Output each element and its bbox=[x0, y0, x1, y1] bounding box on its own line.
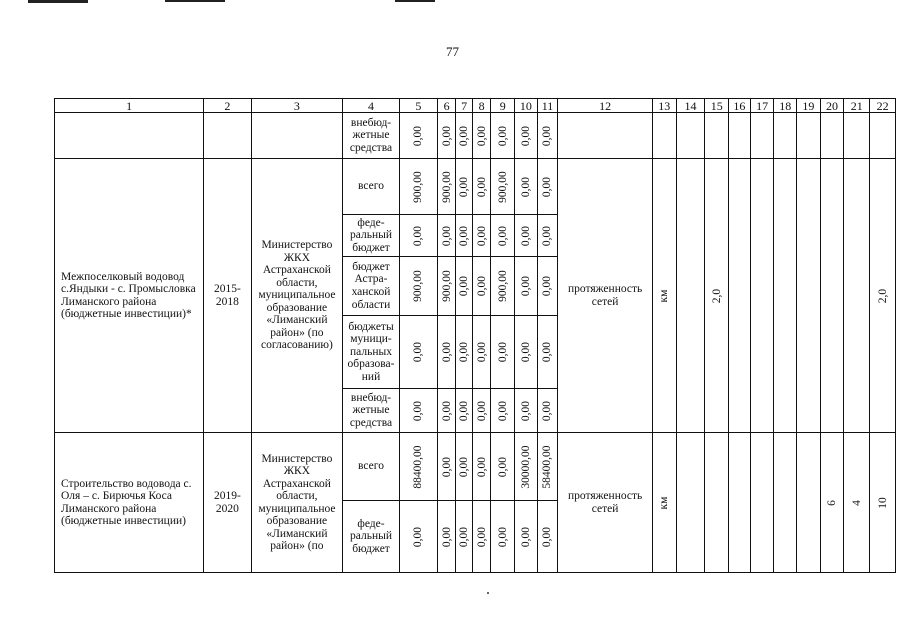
header-cell: 3 bbox=[251, 99, 343, 113]
value-cell bbox=[820, 159, 844, 433]
header-cell: 8 bbox=[472, 99, 491, 113]
value-cell: 0,00 bbox=[399, 389, 437, 433]
value-cell bbox=[676, 113, 705, 159]
value-cell: 0,00 bbox=[399, 501, 437, 573]
value-cell: 0,00 bbox=[472, 159, 491, 215]
header-cell: 6 bbox=[437, 99, 456, 113]
value-cell bbox=[705, 433, 729, 573]
years: 2015-2018 bbox=[204, 159, 251, 433]
value-cell: 6 bbox=[820, 433, 844, 573]
value-cell: 900,00 bbox=[437, 257, 456, 316]
value-cell: 0,00 bbox=[515, 257, 538, 316]
value-cell: 0,00 bbox=[437, 316, 456, 389]
value-cell: 0,00 bbox=[491, 389, 515, 433]
funding-source: внебюд-жетные средства bbox=[343, 113, 400, 159]
value-cell: 0,00 bbox=[472, 113, 491, 159]
top-border-fragment bbox=[165, 0, 225, 2]
header-cell: 4 bbox=[343, 99, 400, 113]
table-row bbox=[55, 433, 896, 501]
header-cell: 11 bbox=[537, 99, 558, 113]
value-cell: 0,00 bbox=[456, 316, 472, 389]
value-cell: 0,00 bbox=[437, 113, 456, 159]
value-cell bbox=[729, 433, 751, 573]
header-cell: 22 bbox=[870, 99, 896, 113]
value-cell: 0,00 bbox=[537, 215, 558, 257]
funding-source: феде-ральный бюджет bbox=[343, 215, 400, 257]
ministry-cell bbox=[251, 113, 343, 159]
object-name: Строительство водовода с. Оля – с. Бирючья Коса Лиманского района (бюджетные инвестиции) bbox=[55, 433, 204, 573]
funding-source: бюджеты муници-пальных образова-ний bbox=[343, 316, 400, 389]
value-cell bbox=[844, 159, 870, 433]
value-cell bbox=[844, 113, 870, 159]
value-cell: 0,00 bbox=[456, 257, 472, 316]
value-cell: 0,00 bbox=[472, 501, 491, 573]
value-cell bbox=[750, 159, 774, 433]
value-cell bbox=[820, 113, 844, 159]
value-cell: 900,00 bbox=[399, 257, 437, 316]
value-cell: 0,00 bbox=[515, 215, 538, 257]
table-row bbox=[55, 113, 896, 159]
value-cell: 0,00 bbox=[399, 215, 437, 257]
value-cell: 0,00 bbox=[472, 389, 491, 433]
value-cell: 0,00 bbox=[537, 257, 558, 316]
value-cell: 2,0 bbox=[870, 159, 896, 433]
value-cell: 0,00 bbox=[437, 501, 456, 573]
value-cell bbox=[676, 433, 705, 573]
unit-cell bbox=[652, 159, 676, 433]
header-cell: 5 bbox=[399, 99, 437, 113]
value-cell: 0,00 bbox=[472, 257, 491, 316]
value-cell: 0,00 bbox=[491, 433, 515, 501]
header-cell: 10 bbox=[515, 99, 538, 113]
value-cell: 0,00 bbox=[472, 215, 491, 257]
value-cell bbox=[774, 159, 797, 433]
top-border-fragment bbox=[28, 0, 88, 3]
value-cell bbox=[797, 433, 821, 573]
indicator: протяженность сетей bbox=[558, 433, 653, 573]
indicator: протяженность сетей bbox=[558, 159, 653, 433]
value-cell bbox=[870, 113, 896, 159]
value-cell bbox=[729, 159, 751, 433]
value-cell: 900,00 bbox=[399, 159, 437, 215]
value-cell: 0,00 bbox=[537, 113, 558, 159]
value-cell: 0,00 bbox=[456, 433, 472, 501]
value-cell: 0,00 bbox=[456, 113, 472, 159]
value-cell: 0,00 bbox=[437, 215, 456, 257]
funding-source: всего bbox=[343, 433, 400, 501]
value-cell: 2,0 bbox=[705, 159, 729, 433]
value-cell: 0,00 bbox=[456, 389, 472, 433]
value-cell: 0,00 bbox=[491, 501, 515, 573]
value-cell bbox=[774, 113, 797, 159]
years-cell bbox=[204, 113, 251, 159]
value-cell: 900,00 bbox=[491, 159, 515, 215]
unit: км bbox=[658, 496, 671, 509]
page-number: 77 bbox=[446, 44, 459, 59]
value-cell: 900,00 bbox=[437, 159, 456, 215]
unit: км bbox=[658, 289, 671, 302]
value-cell: 0,00 bbox=[491, 215, 515, 257]
value-cell: 0,00 bbox=[437, 433, 456, 501]
header-cell: 21 bbox=[844, 99, 870, 113]
ministry: Министерство ЖКХ Астраханской области, муниципальное образование «Лиманский район» (по bbox=[251, 433, 343, 573]
value-cell: 88400,00 bbox=[399, 433, 437, 501]
years: 2019-2020 bbox=[204, 433, 251, 573]
value-cell: 0,00 bbox=[472, 316, 491, 389]
value-cell: 58400,00 bbox=[537, 433, 558, 501]
funding-source: внебюд-жетные средства bbox=[343, 389, 400, 433]
unit-cell bbox=[652, 113, 676, 159]
header-cell: 19 bbox=[797, 99, 821, 113]
value-cell: 0,00 bbox=[537, 159, 558, 215]
value-cell: 0,00 bbox=[491, 113, 515, 159]
value-cell bbox=[750, 113, 774, 159]
funding-source: бюджет Астра-ханской области bbox=[343, 257, 400, 316]
value-cell: 0,00 bbox=[399, 316, 437, 389]
value-cell: 0,00 bbox=[537, 389, 558, 433]
value-cell: 0,00 bbox=[437, 389, 456, 433]
value-cell: 0,00 bbox=[456, 215, 472, 257]
header-cell: 17 bbox=[750, 99, 774, 113]
value-cell: 0,00 bbox=[537, 501, 558, 573]
ministry: Министерство ЖКХ Астраханской области, муниципальное образование «Лиманский район» (по согласованию) bbox=[251, 159, 343, 433]
header-cell: 2 bbox=[204, 99, 251, 113]
value-cell bbox=[750, 433, 774, 573]
value-cell: 0,00 bbox=[537, 316, 558, 389]
indicator-cell bbox=[558, 113, 653, 159]
value-cell: 0,00 bbox=[456, 159, 472, 215]
header-cell: 16 bbox=[729, 99, 751, 113]
value-cell: 0,00 bbox=[491, 316, 515, 389]
value-cell: 0,00 bbox=[515, 113, 538, 159]
value-cell: 900,00 bbox=[491, 257, 515, 316]
value-cell bbox=[705, 113, 729, 159]
funding-source: всего bbox=[343, 159, 400, 215]
value-cell bbox=[797, 159, 821, 433]
scan-speck bbox=[487, 592, 489, 594]
header-cell: 12 bbox=[558, 99, 653, 113]
investment-table bbox=[54, 98, 896, 573]
value-cell: 0,00 bbox=[515, 159, 538, 215]
value-cell: 30000,00 bbox=[515, 433, 538, 501]
value-cell: 0,00 bbox=[456, 501, 472, 573]
funding-source: феде-ральный бюджет bbox=[343, 501, 400, 573]
value-cell: 0,00 bbox=[515, 316, 538, 389]
value-cell bbox=[676, 159, 705, 433]
value-cell: 10 bbox=[870, 433, 896, 573]
header-cell: 18 bbox=[774, 99, 797, 113]
object-name-cell bbox=[55, 113, 204, 159]
header-cell: 15 bbox=[705, 99, 729, 113]
value-cell: 0,00 bbox=[515, 389, 538, 433]
header-cell: 20 bbox=[820, 99, 844, 113]
value-cell bbox=[797, 113, 821, 159]
unit-cell bbox=[652, 433, 676, 573]
value-cell: 0,00 bbox=[472, 433, 491, 501]
object-name: Межпоселковый водовод с.Яндыки - с. Промысловка Лиманского района (бюджетные инвестиции)* bbox=[55, 159, 204, 433]
value-cell bbox=[729, 113, 751, 159]
value-cell: 0,00 bbox=[515, 501, 538, 573]
header-cell: 13 bbox=[652, 99, 676, 113]
table-row bbox=[55, 159, 896, 215]
header-cell: 14 bbox=[676, 99, 705, 113]
value-cell: 0,00 bbox=[399, 113, 437, 159]
value-cell bbox=[774, 433, 797, 573]
value-cell: 4 bbox=[844, 433, 870, 573]
header-cell: 7 bbox=[456, 99, 472, 113]
header-cell: 9 bbox=[491, 99, 515, 113]
top-border-fragment bbox=[395, 0, 435, 2]
header-row bbox=[55, 99, 896, 113]
header-cell: 1 bbox=[55, 99, 204, 113]
